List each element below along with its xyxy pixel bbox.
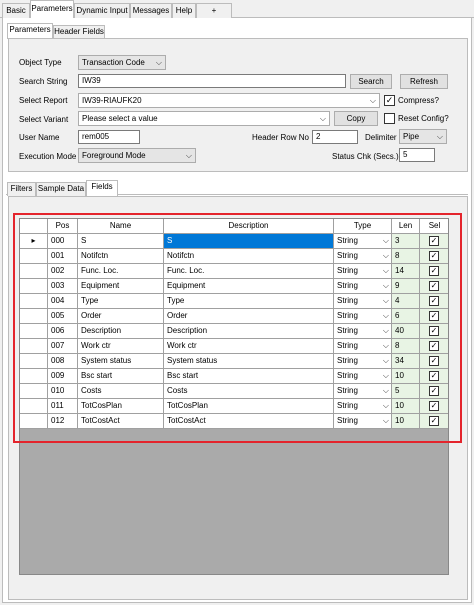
type-value: String [337,311,358,320]
reset-config-label: Reset Config? [398,114,449,123]
select-variant-select[interactable] [78,111,330,126]
delimiter-select[interactable] [399,129,447,144]
select-variant-label: Select Variant [19,115,69,124]
row-selector[interactable]: ▸ [20,234,48,249]
tab-parameters[interactable]: Parameters [30,0,74,19]
tab-messages[interactable]: Messages [130,3,172,18]
cell-len[interactable]: 8 [392,249,420,264]
sel-checkbox[interactable]: ✓ [430,281,438,290]
cell-type[interactable] [334,279,392,294]
cell-description[interactable]: Equipment [164,279,334,294]
chevron-down-icon: ⌵ [185,151,192,160]
table-row[interactable] [20,279,449,294]
col-header-name[interactable]: Name [78,219,164,234]
tab-fields[interactable]: Fields [86,180,118,196]
tab-basic[interactable]: Basic [2,3,30,18]
copy-button[interactable]: Copy [334,111,378,126]
cell-name[interactable]: TotCostAct [78,414,164,429]
cell-description[interactable]: S [164,234,334,249]
cell-pos[interactable]: 010 [48,384,78,399]
chevron-down-icon[interactable]: ⌵ [382,386,389,395]
cell-type[interactable] [334,264,392,279]
cell-pos[interactable]: 002 [48,264,78,279]
cell-type[interactable] [334,384,392,399]
cell-name[interactable]: System status [78,354,164,369]
cell-name[interactable]: Description [78,324,164,339]
row-selector[interactable] [20,279,48,294]
user-name-label: User Name [19,133,60,142]
sel-checkbox[interactable]: ✓ [430,386,438,395]
header-row-input[interactable]: 2 [312,130,358,144]
type-value: String [337,401,358,410]
cell-len[interactable]: 6 [392,309,420,324]
chevron-down-icon[interactable]: ⌵ [382,251,389,260]
table-row[interactable] [20,264,449,279]
cell-sel[interactable] [420,309,449,324]
cell-pos[interactable]: 007 [48,339,78,354]
cell-len[interactable]: 14 [392,264,420,279]
cell-description[interactable]: Bsc start [164,369,334,384]
row-selector[interactable] [20,339,48,354]
search-string-label: Search String [19,77,68,86]
cell-pos[interactable]: 011 [48,399,78,414]
cell-name[interactable]: Order [78,309,164,324]
row-selector[interactable] [20,249,48,264]
cell-description[interactable]: Type [164,294,334,309]
cell-description[interactable]: Func. Loc. [164,264,334,279]
cell-type[interactable] [334,354,392,369]
chevron-down-icon[interactable]: ⌵ [382,401,389,410]
chevron-down-icon: ⌵ [436,132,443,141]
cell-name[interactable]: Bsc start [78,369,164,384]
cell-name[interactable]: Equipment [78,279,164,294]
tab-sample-data[interactable]: Sample Data [36,182,86,196]
cell-len[interactable]: 10 [392,414,420,429]
row-selector[interactable] [20,264,48,279]
row-selector[interactable] [20,369,48,384]
header-row-label: Header Row No [252,133,309,142]
tab-dynamic-input[interactable]: Dynamic Input [74,3,130,18]
compress-checkbox[interactable]: ✓ [385,95,394,105]
chevron-down-icon[interactable]: ⌵ [382,311,389,320]
cell-type[interactable] [334,399,392,414]
execution-mode-label: Execution Mode [19,152,77,161]
chevron-down-icon[interactable]: ⌵ [382,281,389,290]
select-report-value: IW39-RIAUFK20 [82,96,142,105]
cell-type[interactable] [334,294,392,309]
col-header-pos[interactable]: Pos [48,219,78,234]
table-row[interactable] [20,294,449,309]
sel-checkbox[interactable]: ✓ [430,311,438,320]
chevron-down-icon[interactable]: ⌵ [382,326,389,335]
chevron-down-icon[interactable]: ⌵ [382,371,389,380]
cell-pos[interactable]: 000 [48,234,78,249]
subtab-parameters[interactable]: Parameters [7,23,53,39]
table-row[interactable] [20,324,449,339]
row-selector[interactable] [20,354,48,369]
cell-pos[interactable]: 009 [48,369,78,384]
status-chk-input[interactable]: 5 [399,148,435,162]
sel-checkbox[interactable]: ✓ [430,371,438,380]
sel-checkbox[interactable]: ✓ [430,251,438,260]
cell-type[interactable] [334,234,392,249]
cell-len[interactable]: 4 [392,294,420,309]
table-row[interactable] [20,354,449,369]
sel-checkbox[interactable]: ✓ [430,266,438,275]
cell-len[interactable]: 8 [392,339,420,354]
cell-sel[interactable] [420,399,449,414]
type-value: String [337,416,358,425]
refresh-button[interactable]: Refresh [400,74,448,89]
cell-description[interactable]: Work ctr [164,339,334,354]
type-value: String [337,236,358,245]
compress-label: Compress? [398,96,439,105]
tab-help[interactable]: Help [172,3,196,18]
sel-checkbox[interactable]: ✓ [430,341,438,350]
cell-pos[interactable]: 003 [48,279,78,294]
object-type-value: Transaction Code [82,58,145,67]
execution-mode-select[interactable] [78,148,196,163]
cell-type[interactable] [334,249,392,264]
row-selector[interactable] [20,384,48,399]
cell-description[interactable]: Costs [164,384,334,399]
cell-pos[interactable]: 012 [48,414,78,429]
row-header-corner [20,219,48,234]
select-report-label: Select Report [19,96,68,105]
table-row[interactable] [20,249,449,264]
cell-sel[interactable] [420,279,449,294]
object-type-select[interactable] [78,55,166,70]
type-value: String [337,281,358,290]
cell-sel[interactable] [420,234,449,249]
search-string-input[interactable]: IW39 [78,74,346,88]
cell-description[interactable]: TotCosPlan [164,399,334,414]
cell-description[interactable]: Notifctn [164,249,334,264]
cell-len[interactable]: 9 [392,279,420,294]
top-tab-bar [0,0,474,18]
cell-sel[interactable] [420,339,449,354]
execution-mode-value: Foreground Mode [82,151,146,160]
cell-type[interactable] [334,414,392,429]
user-name-input[interactable]: rem005 [78,130,140,144]
select-variant-value: Please select a value [82,114,158,123]
type-value: String [337,341,358,350]
table-row[interactable] [20,234,449,249]
cell-name[interactable]: Type [78,294,164,309]
cell-description[interactable]: TotCostAct [164,414,334,429]
cell-name[interactable]: Func. Loc. [78,264,164,279]
row-selector[interactable] [20,294,48,309]
cell-description[interactable]: Order [164,309,334,324]
type-value: String [337,386,358,395]
object-type-label: Object Type [19,58,62,67]
cell-sel[interactable] [420,414,449,429]
chevron-down-icon[interactable]: ⌵ [382,266,389,275]
status-chk-label: Status Chk (Secs.) [332,152,399,161]
cell-len[interactable]: 34 [392,354,420,369]
subtab-header-fields[interactable]: Header Fields [53,25,105,39]
sel-checkbox[interactable]: ✓ [430,326,438,335]
cell-description[interactable]: Description [164,324,334,339]
cell-len[interactable]: 3 [392,234,420,249]
cell-name[interactable]: S [78,234,164,249]
chevron-down-icon[interactable]: ⌵ [382,236,389,245]
cell-name[interactable]: Work ctr [78,339,164,354]
table-row[interactable] [20,369,449,384]
cell-pos[interactable]: 006 [48,324,78,339]
fields-grid [19,218,449,575]
table-row[interactable] [20,339,449,354]
row-selector[interactable] [20,414,48,429]
cell-sel[interactable] [420,249,449,264]
cell-type[interactable] [334,339,392,354]
cell-sel[interactable] [420,354,449,369]
cell-sel[interactable] [420,264,449,279]
sel-checkbox[interactable]: ✓ [430,296,438,305]
cell-sel[interactable] [420,294,449,309]
col-header-type[interactable]: Type [334,219,392,234]
cell-type[interactable] [334,369,392,384]
chevron-down-icon: ⌵ [369,96,376,105]
cell-len[interactable]: 10 [392,369,420,384]
type-value: String [337,251,358,260]
type-value: String [337,326,358,335]
search-button[interactable]: Search [350,74,392,89]
select-report-select[interactable] [78,93,380,108]
cell-pos[interactable]: 001 [48,249,78,264]
table-row[interactable] [20,414,449,429]
col-header-description[interactable]: Description [164,219,334,234]
type-value: String [337,266,358,275]
table-row[interactable] [20,309,449,324]
type-value: String [337,371,358,380]
cell-pos[interactable]: 005 [48,309,78,324]
cell-type[interactable] [334,324,392,339]
chevron-down-icon[interactable]: ⌵ [382,296,389,305]
cell-len[interactable]: 40 [392,324,420,339]
cell-name[interactable]: Notifctn [78,249,164,264]
chevron-down-icon[interactable]: ⌵ [382,356,389,365]
cell-sel[interactable] [420,384,449,399]
chevron-down-icon: ⌵ [319,114,326,123]
delimiter-label: Delimiter [365,133,397,142]
table-row[interactable] [20,384,449,399]
cell-name[interactable]: TotCosPlan [78,399,164,414]
chevron-down-icon[interactable]: ⌵ [382,341,389,350]
sel-checkbox[interactable]: ✓ [430,416,438,425]
chevron-down-icon[interactable]: ⌵ [382,416,389,425]
cell-type[interactable] [334,309,392,324]
col-header-len[interactable]: Len [392,219,420,234]
tab-filters[interactable]: Filters [7,182,36,196]
sel-checkbox[interactable]: ✓ [430,236,438,245]
row-selector[interactable] [20,399,48,414]
reset-config-checkbox[interactable] [384,113,395,124]
tab-add[interactable]: + [196,3,232,18]
cell-len[interactable]: 5 [392,384,420,399]
row-selector[interactable] [20,324,48,339]
sel-checkbox[interactable]: ✓ [430,401,438,410]
cell-pos[interactable]: 004 [48,294,78,309]
col-header-sel[interactable]: Sel [420,219,449,234]
grid-header [20,219,449,234]
cell-len[interactable]: 10 [392,399,420,414]
cell-name[interactable]: Costs [78,384,164,399]
table-row[interactable] [20,399,449,414]
sel-checkbox[interactable]: ✓ [430,356,438,365]
row-selector[interactable] [20,309,48,324]
cell-sel[interactable] [420,369,449,384]
cell-pos[interactable]: 008 [48,354,78,369]
delimiter-value: Pipe [403,132,420,141]
chevron-down-icon: ⌵ [155,58,162,67]
cell-description[interactable]: System status [164,354,334,369]
type-value: String [337,296,358,305]
cell-sel[interactable] [420,324,449,339]
type-value: String [337,356,358,365]
